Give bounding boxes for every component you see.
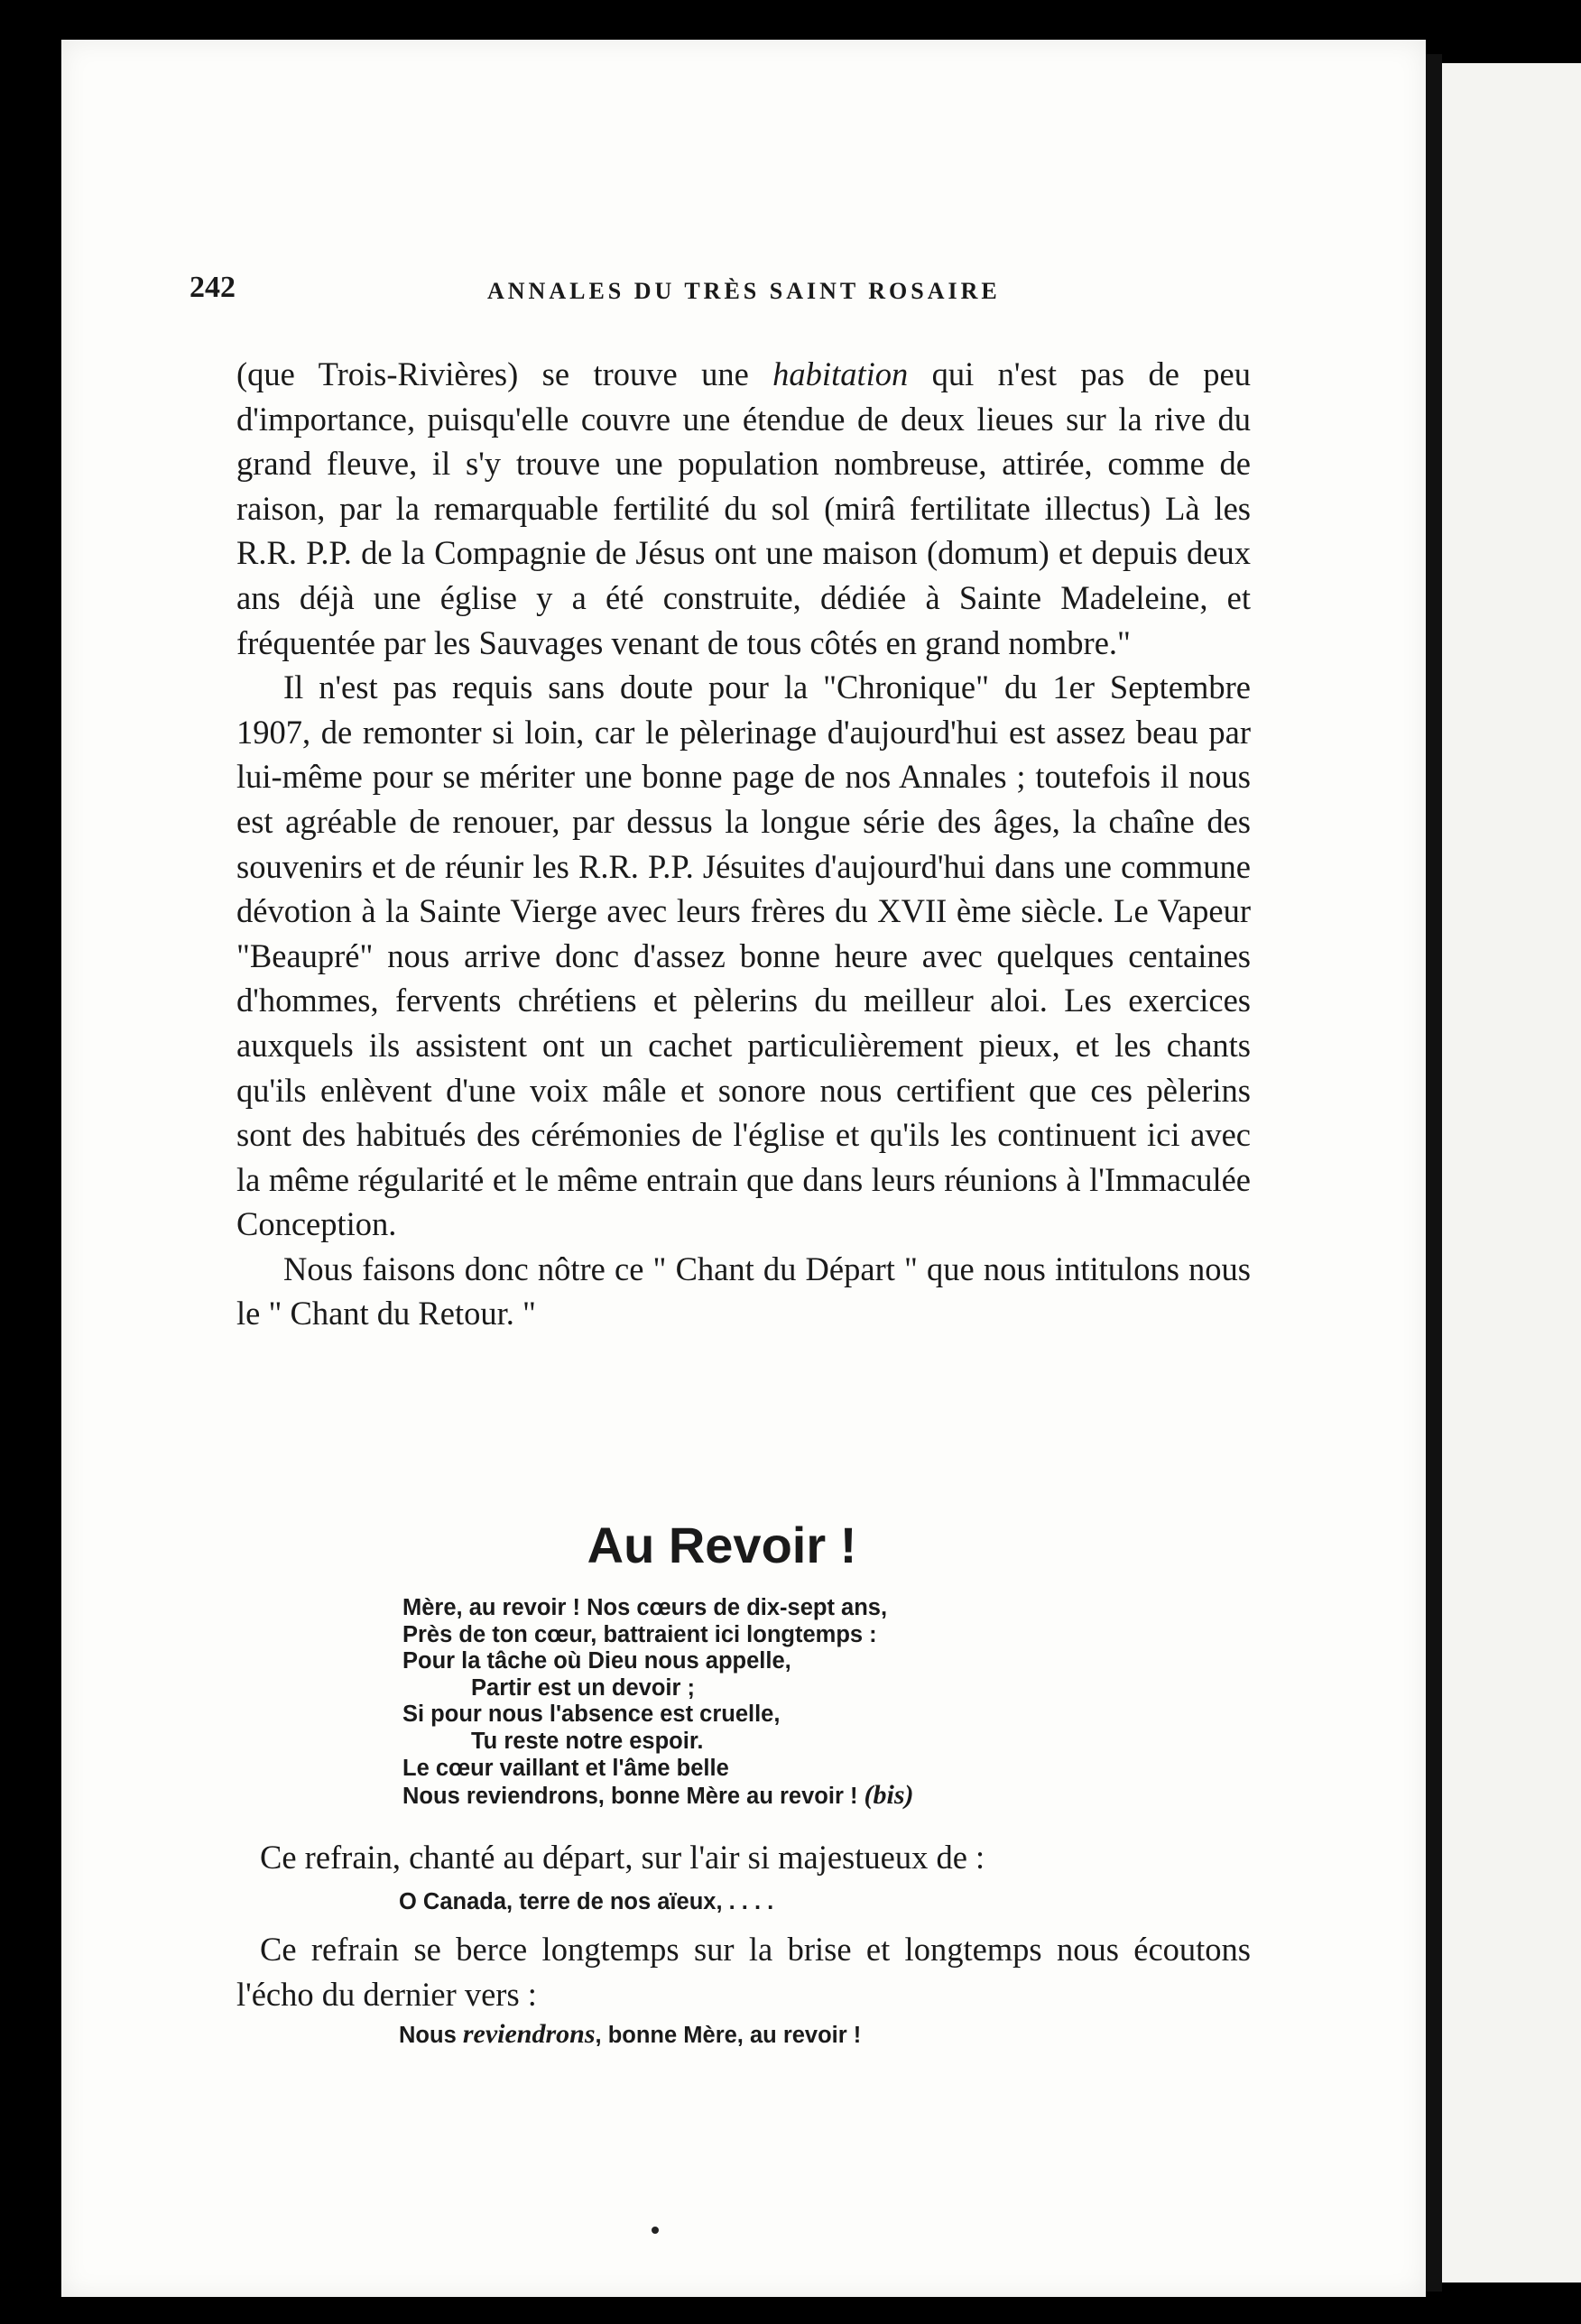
quote-o-canada: O Canada, terre de nos aïeux, . . . . xyxy=(399,1889,774,1914)
running-title: ANNALES DU TRÈS SAINT ROSAIRE xyxy=(487,278,1001,304)
poem-title: Au Revoir ! xyxy=(587,1517,857,1573)
paragraph-2: Il n'est pas requis sans doute pour la "Chronique" du 1er Septembre 1907, de remonter si loin, car le pèlerinage d'aujourd'hui est assez beau par lui-même pour se mériter une bonne page de nos Annales ; toutefois il nous est agréable de renouer, par dessus la longue série des âges, la chaîne des souvenirs et de réunir les R.R. P.P. Jésuites d'aujourd'hui dans une commune dévotion à la Sainte Vierge avec leurs frères du XVII ème siècle. Le Vapeur "Beaupré" nous arrive donc d'assez bonne heure avec quelques centaines d'hommes, fervents chrétiens et pèlerins du meilleur aloi. Les exercices auxquels ils assistent ont un cachet particulièrement pieux, et les chants qu'ils enlèvent d'une voix mâle et sonore nous certifient que ces pèlerins sont des habitués des cérémonies de l'église et qu'ils les continuent ici avec la même régularité et le même entrain que dans leurs réunions à l'Immaculée Conception. xyxy=(236,669,1251,1243)
closing-paragraph-2: Ce refrain se berce longtemps sur la brise et longtemps nous écoutons l'écho du dernier vers : xyxy=(236,1931,1251,2013)
poem-line-last: Nous reviendrons, bonne Mère au revoir ! (bis) xyxy=(402,1780,914,1811)
facing-page-edge xyxy=(1442,63,1581,2282)
poem-line: Près de ton cœur, battraient ici longtemps : xyxy=(402,1621,877,1647)
poem xyxy=(402,1595,914,1811)
poem-line: Tu reste notre espoir. xyxy=(471,1728,704,1754)
poem-line: Pour la tâche où Dieu nous appelle, xyxy=(402,1648,791,1674)
paragraph-3: Nous faisons donc nôtre ce " Chant du Départ " que nous intitulons nous le " Chant du Retour. " xyxy=(236,1250,1251,1333)
page-dot-mark xyxy=(652,2227,659,2234)
body-text xyxy=(236,352,1251,1336)
quote-last-verse: Nous reviendrons, bonne Mère, au revoir ! xyxy=(399,2019,862,2049)
paragraph-1: (que Trois-Rivières) se trouve une habitation qui n'est pas de peu d'importance, puisqu'elle couvre une étendue de deux lieues sur la rive du grand fleuve, il s'y trouve une population nombreuse, attirée, comme de raison, par la remarquable fertilité du sol (mirâ fertilitate illectus) Là les R.R. P.P. de la Compagnie de Jésus ont une maison (domum) et depuis deux ans déjà une église y a été construite, dédiée à Sainte Madeleine, et fréquentée par les Sauvages venant de tous côtés en grand nombre." xyxy=(236,355,1251,661)
book-binding xyxy=(1426,54,1442,2292)
poem-line: Le cœur vaillant et l'âme belle xyxy=(402,1755,729,1781)
closing-paragraph-1: Ce refrain, chanté au départ, sur l'air si majestueux de : xyxy=(260,1839,985,1876)
poem-line: Si pour nous l'absence est cruelle, xyxy=(402,1702,781,1728)
bis-mark: (bis) xyxy=(864,1780,914,1811)
italic-word: habitation xyxy=(772,355,909,392)
page-number: 242 xyxy=(190,271,236,304)
page-header xyxy=(190,271,1092,316)
italic-word: reviendrons xyxy=(462,2019,596,2049)
poem-line: Mère, au revoir ! Nos cœurs de dix-sept ans, xyxy=(402,1595,888,1620)
poem-line: Partir est un devoir ; xyxy=(471,1674,695,1701)
